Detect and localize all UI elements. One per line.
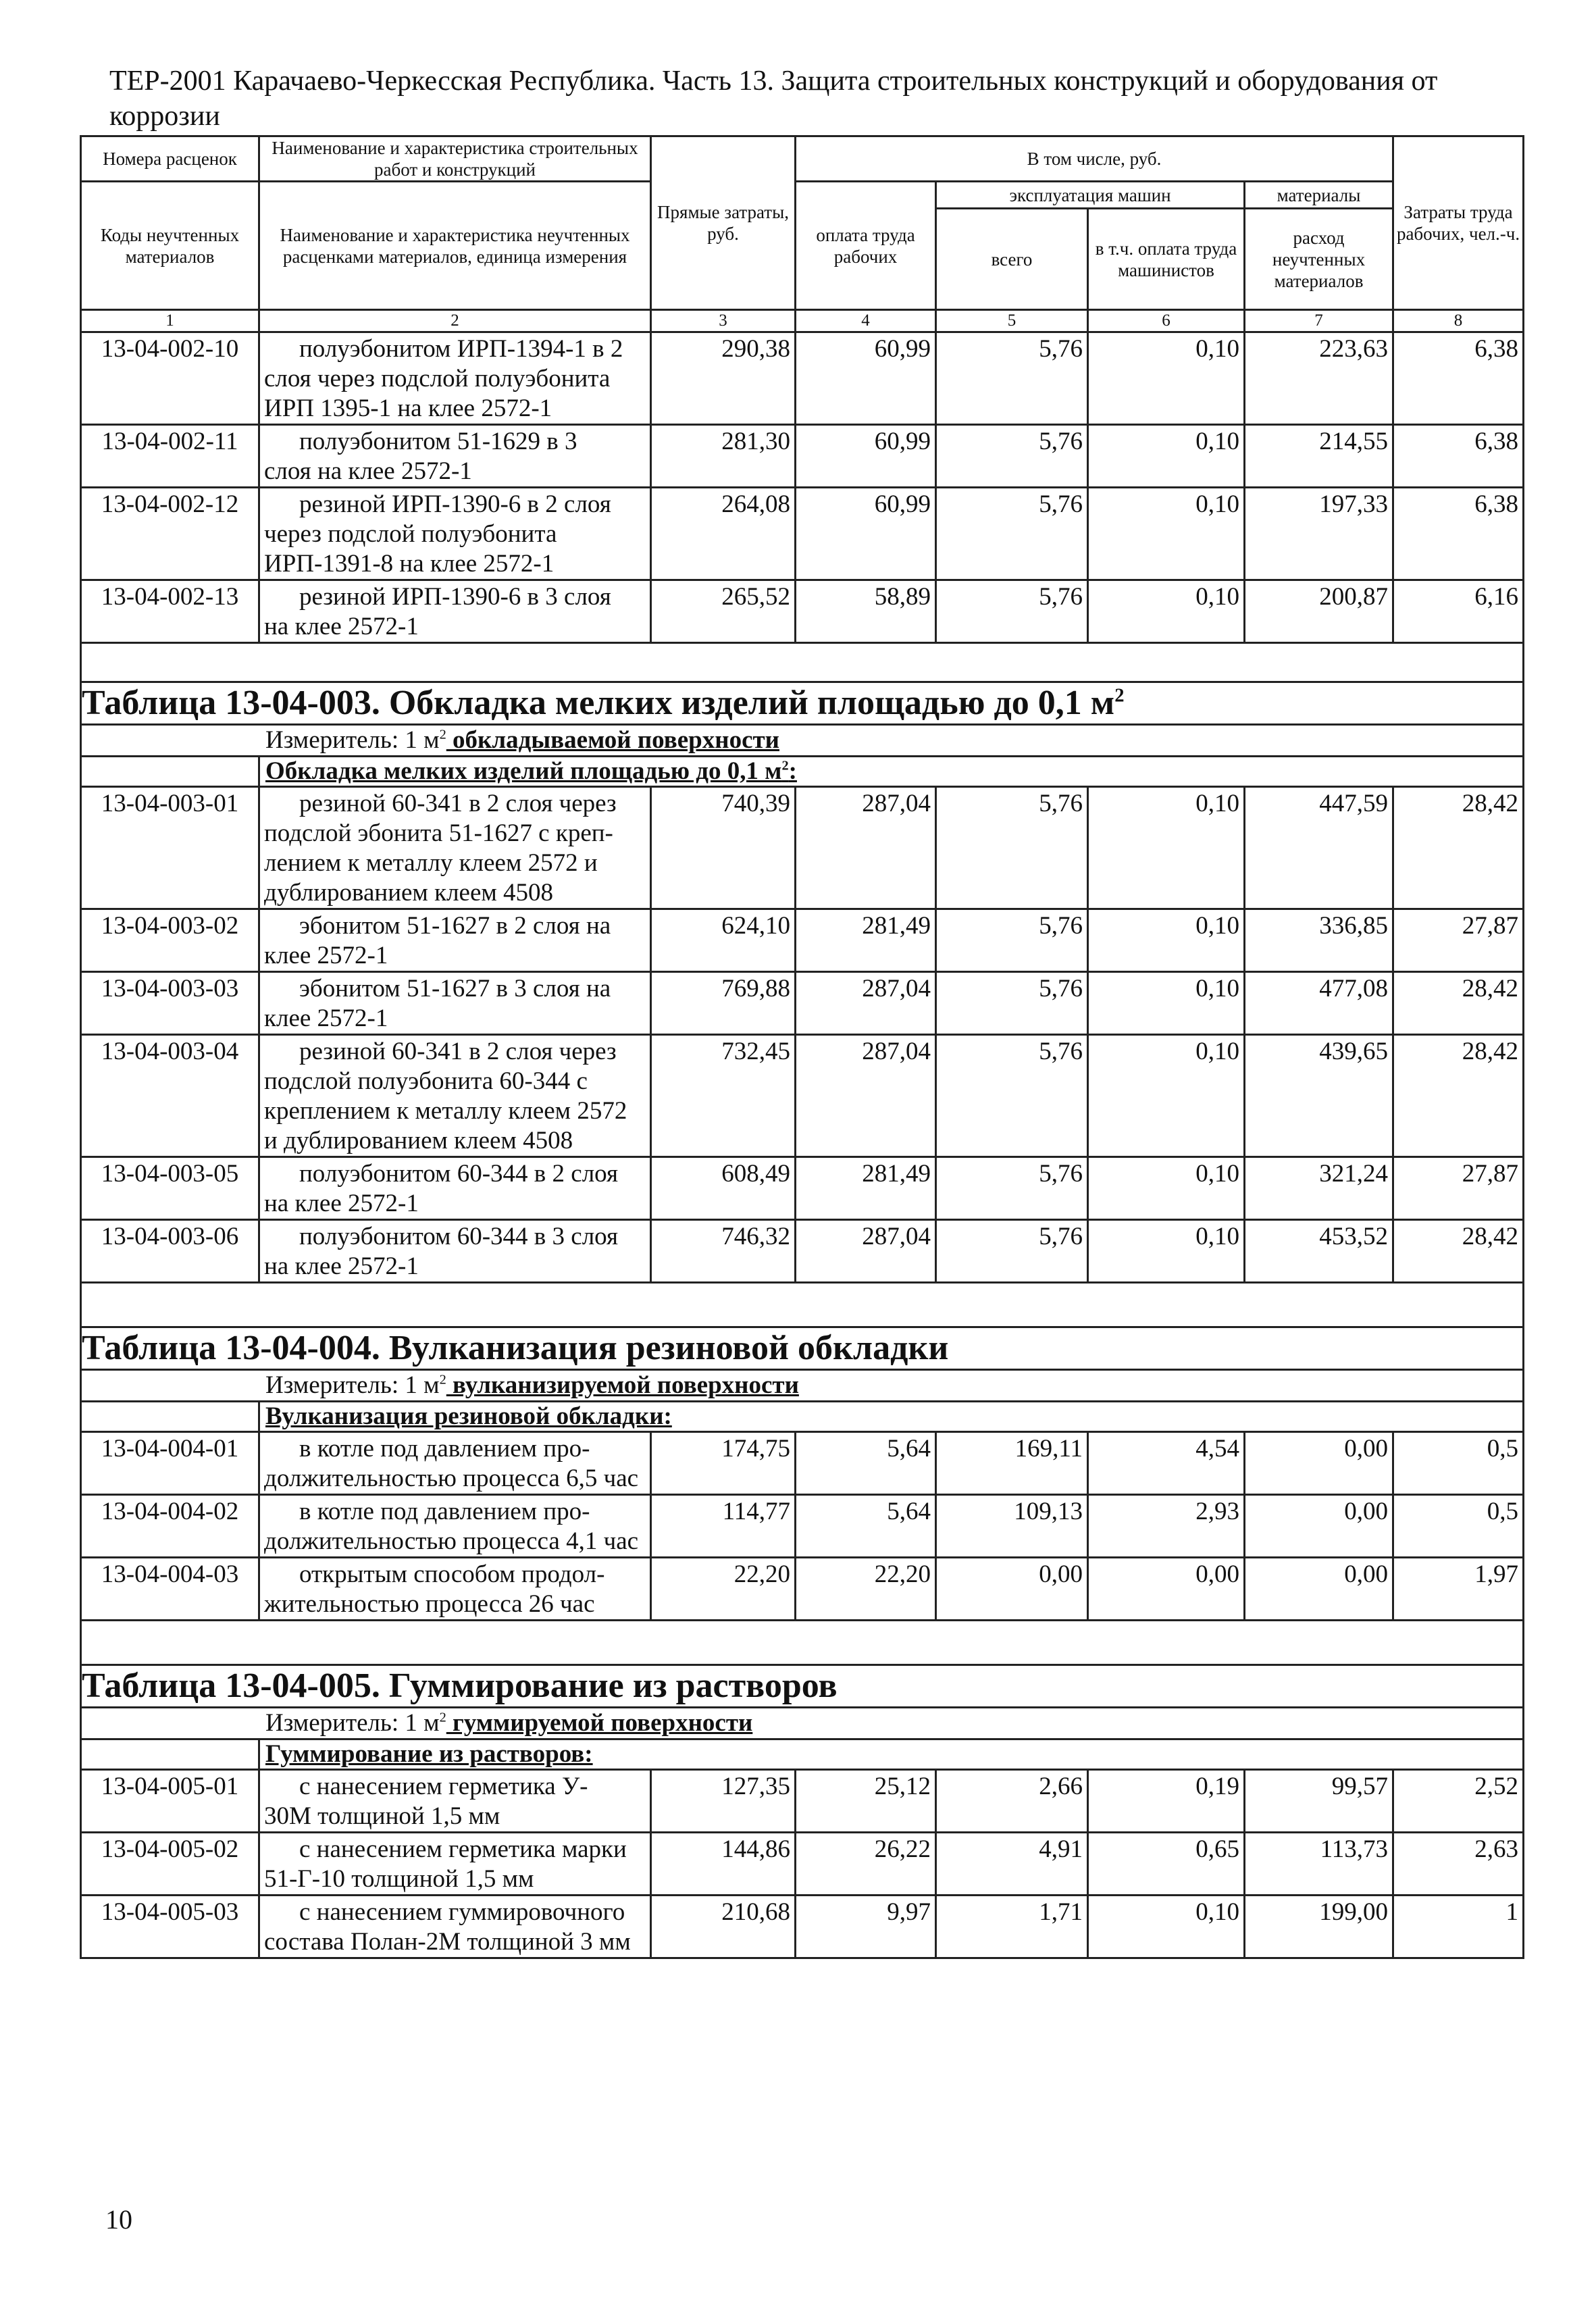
description-continuation: на клее 2572-1: [264, 1190, 419, 1217]
col-number: 6: [1088, 310, 1245, 332]
materials-value: 0,00: [1245, 1495, 1393, 1558]
col-name-top: Наименование и характеристика строительных работ и конструкций: [259, 136, 651, 182]
direct-costs-value: 746,32: [651, 1220, 796, 1283]
description-first-line: с нанесением герметика У-: [299, 1773, 588, 1800]
section-title: Обкладка мелких изделий площадью до 0,1 м: [265, 757, 782, 785]
col-materials: материалы: [1245, 182, 1393, 209]
description-continuation: клее 2572-1: [264, 942, 388, 969]
description-continuation: через подслой полуэбонита ИРП-1391-8 на клее 2572-1: [264, 520, 557, 578]
materials-value: 0,00: [1245, 1558, 1393, 1621]
measure-label: [82, 1708, 1522, 1738]
direct-costs-value: 732,45: [651, 1035, 796, 1157]
table-gap: [81, 1283, 1524, 1327]
labor-value: 27,87: [1393, 909, 1524, 972]
wages-value: 5,64: [796, 1432, 936, 1495]
measure-row: [81, 725, 1524, 757]
labor-value: 28,42: [1393, 1035, 1524, 1157]
machinist-wages-value: 0,65: [1088, 1833, 1245, 1896]
description-first-line: резиной 60-341 в 2 слоя через: [299, 790, 617, 817]
wages-value: 287,04: [796, 1035, 936, 1157]
col-number: 5: [936, 310, 1088, 332]
section-label: [82, 757, 1522, 786]
rate-description: [259, 1432, 651, 1495]
labor-value: 28,42: [1393, 1220, 1524, 1283]
col-unaccounted-materials: расход неучтенных материалов: [1245, 209, 1393, 310]
materials-value: 200,87: [1245, 580, 1393, 643]
table-row: [81, 909, 1524, 972]
table-row: [81, 332, 1524, 425]
wages-value: 281,49: [796, 909, 936, 972]
rate-code: 13-04-002-12: [81, 488, 259, 580]
measure-prefix: Измеритель: 1 м: [265, 1709, 440, 1737]
machines-total-value: 5,76: [936, 909, 1088, 972]
machinist-wages-value: 0,10: [1088, 909, 1245, 972]
wages-value: 287,04: [796, 972, 936, 1035]
section-title: Вулканизация резиновой обкладки:: [265, 1402, 672, 1430]
direct-costs-value: 210,68: [651, 1896, 796, 1958]
description-first-line: резиной 60-341 в 2 слоя через: [299, 1038, 617, 1065]
description-continuation: состава Полан-2М толщиной 3 мм: [264, 1928, 631, 1956]
col-direct-costs: Прямые затраты, руб.: [651, 136, 796, 310]
rate-code: 13-04-002-10: [81, 332, 259, 425]
description-continuation: клее 2572-1: [264, 1005, 388, 1032]
machines-total-value: 5,76: [936, 488, 1088, 580]
direct-costs-value: 281,30: [651, 425, 796, 488]
materials-value: 453,52: [1245, 1220, 1393, 1283]
machinist-wages-value: 0,10: [1088, 1035, 1245, 1157]
rate-code: 13-04-004-02: [81, 1495, 259, 1558]
description-continuation: 51-Г-10 толщиной 1,5 мм: [264, 1865, 534, 1893]
machinist-wages-value: 4,54: [1088, 1432, 1245, 1495]
table-body: [81, 332, 1524, 1958]
machinist-wages-value: 0,10: [1088, 787, 1245, 909]
col-number: 4: [796, 310, 936, 332]
machinist-wages-value: 0,10: [1088, 332, 1245, 425]
rate-description: [259, 1833, 651, 1896]
labor-value: 28,42: [1393, 787, 1524, 909]
measure-label: [82, 726, 1522, 755]
table-row: [81, 787, 1524, 909]
col-number: 1: [81, 310, 259, 332]
col-including: В том числе, руб.: [796, 136, 1393, 182]
rate-description: [259, 1035, 651, 1157]
table-title-row: [81, 1665, 1524, 1708]
wages-value: 60,99: [796, 425, 936, 488]
machines-total-value: 109,13: [936, 1495, 1088, 1558]
column-numbers-row: [81, 310, 1524, 332]
machines-total-value: 5,76: [936, 425, 1088, 488]
table-row: [81, 1558, 1524, 1621]
description-first-line: резиной ИРП-1390-6 в 2 слоя: [299, 490, 611, 518]
table-title: Таблица 13-04-004. Вулканизация резиновой обкладки: [82, 1329, 949, 1367]
direct-costs-value: 769,88: [651, 972, 796, 1035]
rates-table: [80, 135, 1524, 1959]
labor-value: 2,63: [1393, 1833, 1524, 1896]
description-first-line: эбонитом 51-1627 в 3 слоя на: [299, 975, 611, 1002]
measure-superscript: 2: [439, 1372, 446, 1388]
labor-value: 1: [1393, 1896, 1524, 1958]
rate-description: [259, 972, 651, 1035]
machines-total-value: 5,76: [936, 1220, 1088, 1283]
rate-code: 13-04-003-03: [81, 972, 259, 1035]
col-machines: эксплуатация машин: [936, 182, 1245, 209]
document-header: [109, 63, 1494, 134]
section-label: [82, 1402, 1522, 1431]
machinist-wages-value: 0,10: [1088, 972, 1245, 1035]
section-row: [81, 1739, 1524, 1770]
description-continuation: жительностью процесса 26 час: [264, 1590, 595, 1618]
table-title: Таблица 13-04-003. Обкладка мелких изделий площадью до 0,1 м: [82, 684, 1115, 722]
table-row: [81, 425, 1524, 488]
materials-value: 99,57: [1245, 1770, 1393, 1833]
rate-code: 13-04-005-03: [81, 1896, 259, 1958]
labor-value: 0,5: [1393, 1495, 1524, 1558]
rate-description: [259, 580, 651, 643]
description-first-line: в котле под давлением про-: [299, 1435, 590, 1463]
measure-unit: гуммируемой поверхности: [446, 1709, 753, 1737]
wages-value: 26,22: [796, 1833, 936, 1896]
direct-costs-value: 740,39: [651, 787, 796, 909]
description-first-line: с нанесением герметика марки: [299, 1835, 627, 1863]
section-colon: :: [788, 757, 797, 785]
rate-description: [259, 1896, 651, 1958]
machines-total-value: 5,76: [936, 787, 1088, 909]
rate-code: 13-04-003-04: [81, 1035, 259, 1157]
rate-code: 13-04-003-02: [81, 909, 259, 972]
page-number: 10: [105, 2204, 132, 2235]
measure-superscript: 2: [439, 1710, 446, 1725]
machines-total-value: 5,76: [936, 580, 1088, 643]
machinist-wages-value: 0,19: [1088, 1770, 1245, 1833]
description-first-line: полуэбонитом 51-1629 в 3: [299, 428, 577, 455]
table-row: [81, 1157, 1524, 1220]
wages-value: 287,04: [796, 1220, 936, 1283]
table-title: Таблица 13-04-005. Гуммирование из растворов: [82, 1667, 838, 1705]
rate-code: 13-04-003-05: [81, 1157, 259, 1220]
description-continuation: на клее 2572-1: [264, 1252, 419, 1280]
rate-code: 13-04-003-01: [81, 787, 259, 909]
machines-total-value: 2,66: [936, 1770, 1088, 1833]
rate-code: 13-04-004-03: [81, 1558, 259, 1621]
direct-costs-value: 114,77: [651, 1495, 796, 1558]
wages-value: 60,99: [796, 488, 936, 580]
rate-description: [259, 1157, 651, 1220]
direct-costs-value: 290,38: [651, 332, 796, 425]
machinist-wages-value: 0,10: [1088, 1157, 1245, 1220]
labor-value: 2,52: [1393, 1770, 1524, 1833]
section-row: [81, 757, 1524, 787]
table-row: [81, 488, 1524, 580]
machines-total-value: 0,00: [936, 1558, 1088, 1621]
col-name-bottom: Наименование и характеристика неучтенных расценками материалов, единица измерения: [259, 182, 651, 310]
labor-value: 6,38: [1393, 425, 1524, 488]
direct-costs-value: 144,86: [651, 1833, 796, 1896]
description-first-line: полуэбонитом ИРП-1394-1 в 2: [299, 335, 623, 363]
description-continuation: слоя на клее 2572-1: [264, 457, 472, 485]
labor-value: 0,5: [1393, 1432, 1524, 1495]
measure-row: [81, 1370, 1524, 1402]
machinist-wages-value: 0,10: [1088, 580, 1245, 643]
materials-value: 214,55: [1245, 425, 1393, 488]
section-superscript: 2: [781, 758, 789, 773]
rate-code: 13-04-005-02: [81, 1833, 259, 1896]
description-first-line: полуэбонитом 60-344 в 3 слоя: [299, 1223, 618, 1250]
table-row: [81, 580, 1524, 643]
rate-description: [259, 1220, 651, 1283]
machinist-wages-value: 0,10: [1088, 488, 1245, 580]
direct-costs-value: 174,75: [651, 1432, 796, 1495]
table-title-row: [81, 682, 1524, 725]
section-row: [81, 1402, 1524, 1432]
labor-value: 27,87: [1393, 1157, 1524, 1220]
materials-value: 439,65: [1245, 1035, 1393, 1157]
table-gap: [81, 1621, 1524, 1665]
description-continuation: должительностью процесса 4,1 час: [264, 1527, 639, 1555]
col-labor-costs: Затраты труда рабочих, чел.-ч.: [1393, 136, 1524, 310]
col-number: 3: [651, 310, 796, 332]
wages-value: 22,20: [796, 1558, 936, 1621]
machines-total-value: 1,71: [936, 1896, 1088, 1958]
col-wages: оплата труда рабочих: [796, 182, 936, 310]
rate-description: [259, 1558, 651, 1621]
table-gap: [81, 643, 1524, 682]
table-row: [81, 1770, 1524, 1833]
table-row: [81, 1220, 1524, 1283]
materials-value: 199,00: [1245, 1896, 1393, 1958]
description-continuation: подслой полуэбонита 60-344 с креплением к металлу клеем 2572 и дублированием клеем 4508: [264, 1067, 627, 1154]
wages-value: 5,64: [796, 1495, 936, 1558]
rate-description: [259, 909, 651, 972]
section-title: Гуммирование из растворов:: [265, 1740, 593, 1768]
table-row: [81, 1495, 1524, 1558]
col-code-top: Номера расценок: [81, 136, 259, 182]
rate-description: [259, 1495, 651, 1558]
direct-costs-value: 127,35: [651, 1770, 796, 1833]
table-row: [81, 1896, 1524, 1958]
rate-description: [259, 332, 651, 425]
description-continuation: 30М толщиной 1,5 мм: [264, 1802, 500, 1830]
col-code-bottom: Коды неучтенных материалов: [81, 182, 259, 310]
rate-description: [259, 787, 651, 909]
machines-total-value: 4,91: [936, 1833, 1088, 1896]
table-row: [81, 972, 1524, 1035]
materials-value: 197,33: [1245, 488, 1393, 580]
machines-total-value: 169,11: [936, 1432, 1088, 1495]
wages-value: 60,99: [796, 332, 936, 425]
materials-value: 336,85: [1245, 909, 1393, 972]
machinist-wages-value: 0,10: [1088, 1896, 1245, 1958]
description-first-line: с нанесением гуммировочного: [299, 1898, 625, 1926]
col-machinist-wages: в т.ч. оплата труда машинистов: [1088, 209, 1245, 310]
description-first-line: в котле под давлением про-: [299, 1498, 590, 1525]
header-line-1: ТЕР-2001 Карачаево-Черкесская Республика. Часть 13. Защита строительных конструкций и оборудования от: [109, 66, 1438, 97]
materials-value: 447,59: [1245, 787, 1393, 909]
table-title-row: [81, 1327, 1524, 1370]
materials-value: 477,08: [1245, 972, 1393, 1035]
description-first-line: открытым способом продол-: [299, 1560, 605, 1588]
machinist-wages-value: 0,10: [1088, 1220, 1245, 1283]
wages-value: 25,12: [796, 1770, 936, 1833]
wages-value: 287,04: [796, 787, 936, 909]
measure-superscript: 2: [439, 727, 446, 742]
wages-value: 9,97: [796, 1896, 936, 1958]
direct-costs-value: 608,49: [651, 1157, 796, 1220]
labor-value: 1,97: [1393, 1558, 1524, 1621]
table-row: [81, 1035, 1524, 1157]
rate-description: [259, 425, 651, 488]
col-machines-total: всего: [936, 209, 1088, 310]
rate-description: [259, 1770, 651, 1833]
labor-value: 6,38: [1393, 332, 1524, 425]
rate-code: 13-04-005-01: [81, 1770, 259, 1833]
description-continuation: подслой эбонита 51-1627 с креп-лением к металлу клеем 2572 и дублированием клеем 4508: [264, 819, 613, 907]
table-row: [81, 1833, 1524, 1896]
measure-prefix: Измеритель: 1 м: [265, 726, 440, 754]
labor-value: 28,42: [1393, 972, 1524, 1035]
materials-value: 223,63: [1245, 332, 1393, 425]
measure-unit: обкладываемой поверхности: [446, 726, 779, 754]
rate-code: 13-04-002-13: [81, 580, 259, 643]
machinist-wages-value: 0,00: [1088, 1558, 1245, 1621]
direct-costs-value: 22,20: [651, 1558, 796, 1621]
direct-costs-value: 624,10: [651, 909, 796, 972]
col-number: 8: [1393, 310, 1524, 332]
materials-value: 113,73: [1245, 1833, 1393, 1896]
table-head: [81, 136, 1524, 332]
description-continuation: слоя через подслой полуэбонита ИРП 1395-1 на клее 2572-1: [264, 365, 611, 422]
wages-value: 58,89: [796, 580, 936, 643]
measure-unit: вулканизируемой поверхности: [446, 1371, 799, 1399]
rates-sheet: [80, 135, 1522, 1959]
rate-code: 13-04-004-01: [81, 1432, 259, 1495]
labor-value: 6,38: [1393, 488, 1524, 580]
machines-total-value: 5,76: [936, 1035, 1088, 1157]
rate-code: 13-04-003-06: [81, 1220, 259, 1283]
rate-code: 13-04-002-11: [81, 425, 259, 488]
title-superscript: 2: [1114, 685, 1125, 707]
col-number: 2: [259, 310, 651, 332]
machines-total-value: 5,76: [936, 332, 1088, 425]
machines-total-value: 5,76: [936, 1157, 1088, 1220]
machines-total-value: 5,76: [936, 972, 1088, 1035]
labor-value: 6,16: [1393, 580, 1524, 643]
direct-costs-value: 264,08: [651, 488, 796, 580]
description-first-line: эбонитом 51-1627 в 2 слоя на: [299, 912, 611, 940]
description-continuation: должительностью процесса 6,5 час: [264, 1465, 639, 1492]
wages-value: 281,49: [796, 1157, 936, 1220]
materials-value: 321,24: [1245, 1157, 1393, 1220]
machinist-wages-value: 2,93: [1088, 1495, 1245, 1558]
description-first-line: резиной ИРП-1390-6 в 3 слоя: [299, 583, 611, 611]
col-number: 7: [1245, 310, 1393, 332]
header-line-2: коррозии: [109, 101, 220, 132]
measure-label: [82, 1371, 1522, 1400]
table-row: [81, 1432, 1524, 1495]
section-label: [82, 1740, 1522, 1769]
rate-description: [259, 488, 651, 580]
measure-row: [81, 1708, 1524, 1739]
direct-costs-value: 265,52: [651, 580, 796, 643]
machinist-wages-value: 0,10: [1088, 425, 1245, 488]
description-continuation: на клее 2572-1: [264, 613, 419, 640]
description-first-line: полуэбонитом 60-344 в 2 слоя: [299, 1160, 618, 1188]
measure-prefix: Измеритель: 1 м: [265, 1371, 440, 1399]
materials-value: 0,00: [1245, 1432, 1393, 1495]
